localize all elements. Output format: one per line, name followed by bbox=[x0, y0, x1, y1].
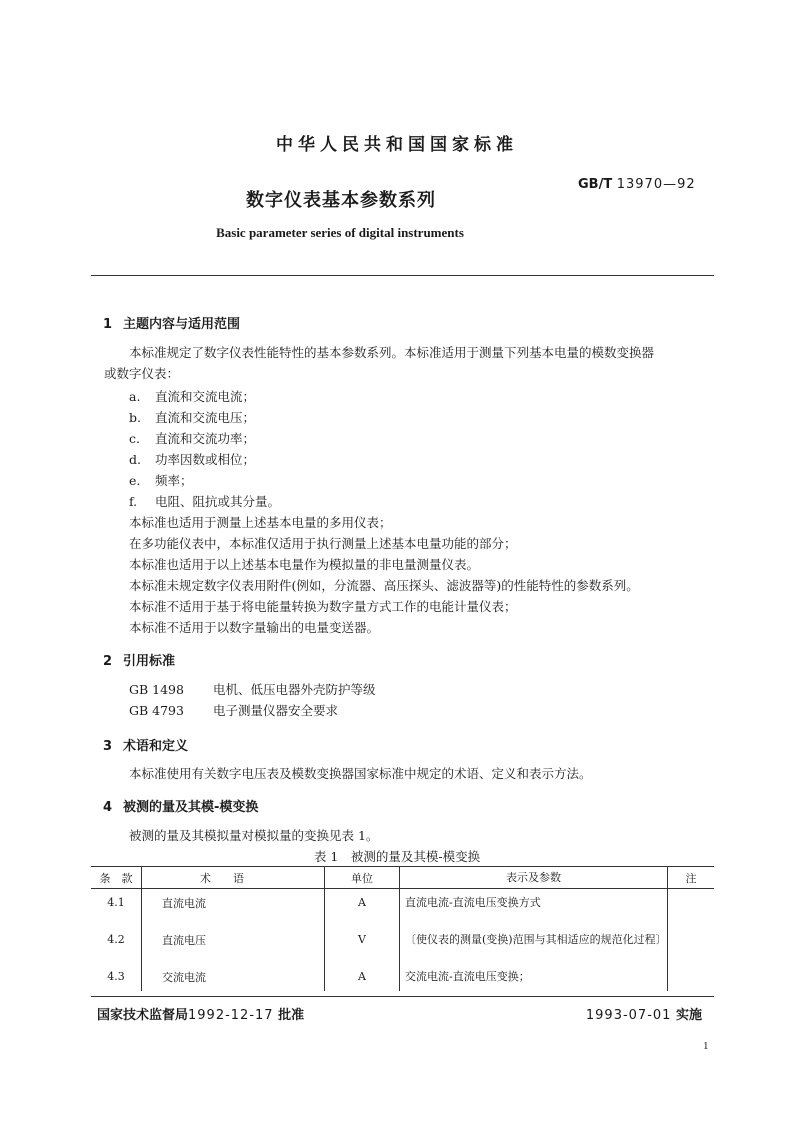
cell-param: 交流电流-直流电压变换； bbox=[400, 963, 668, 991]
section-3-number: 3 bbox=[103, 739, 113, 754]
list-item-letter: f. bbox=[129, 494, 138, 509]
document-title-en: Basic parameter series of digital instruments bbox=[216, 225, 464, 240]
section-1-paragraph: 本标准不适用于基于将电能量转换为数字量方式工作的电能计量仪表； bbox=[129, 599, 517, 614]
reference-code: GB 4793 bbox=[129, 703, 184, 718]
section-4-text: 被测的量及其模拟量对模拟量的变换见表 1。 bbox=[129, 828, 379, 843]
column-header-unit: 单位 bbox=[325, 867, 400, 889]
list-item-letter: a. bbox=[129, 389, 141, 404]
cell-term: 直流电流 bbox=[142, 889, 325, 917]
section-1-heading bbox=[103, 313, 240, 332]
reference-code: GB 1498 bbox=[129, 682, 184, 697]
cell-note bbox=[668, 889, 715, 991]
section-3-text: 本标准使用有关数字电压表及模数变换器国家标准中规定的术语、定义和表示方法。 bbox=[129, 766, 592, 781]
section-1-paragraph: 本标准不适用于以数字量输出的电量变送器。 bbox=[129, 620, 380, 635]
list-item-letter: b. bbox=[129, 410, 141, 425]
header-divider bbox=[91, 275, 714, 276]
cell-param: 直流电流-直流电压变换方式 bbox=[400, 889, 668, 917]
section-1-paragraph: 本标准未规定数字仪表用附件(例如，分流器、高压探头、滤波器等)的性能特性的参数系列。 bbox=[129, 578, 639, 593]
cell-clause: 4.1 bbox=[107, 896, 125, 910]
list-item-letter: e. bbox=[129, 473, 141, 488]
section-1-paragraph: 本标准也适用于测量上述基本电量的多用仪表； bbox=[129, 515, 392, 530]
list-item bbox=[129, 470, 193, 491]
section-3-title: 术语和定义 bbox=[123, 739, 189, 754]
list-item-text: 直流和交流功率； bbox=[155, 431, 256, 446]
section-4-title: 被测的量及其模-模变换 bbox=[123, 800, 259, 815]
implementation-label: 实施 bbox=[675, 1008, 702, 1023]
implementation-line bbox=[586, 1004, 702, 1023]
list-item-text: 电阻、阻抗或其分量。 bbox=[155, 494, 281, 509]
page-number: 1 bbox=[703, 1040, 709, 1052]
approval-date: 1992-12-17 bbox=[188, 1008, 274, 1023]
list-item-text: 直流和交流电压； bbox=[155, 410, 256, 425]
approval-label: 批准 bbox=[278, 1008, 305, 1023]
implementation-date: 1993-07-01 bbox=[585, 1008, 672, 1023]
cell-term: 交流电流 bbox=[142, 963, 325, 991]
table-caption: 表 1 被测的量及其模-模变换 bbox=[313, 849, 481, 864]
section-1-number: 1 bbox=[103, 317, 113, 332]
standard-code-prefix: GB/T bbox=[578, 177, 613, 192]
list-item bbox=[129, 491, 280, 512]
cell-term: 直流电压 bbox=[142, 917, 325, 963]
list-item bbox=[129, 407, 255, 428]
section-3-heading bbox=[103, 735, 188, 754]
approval-line bbox=[97, 1004, 304, 1023]
list-item-text: 频率； bbox=[155, 473, 193, 488]
reference-item bbox=[129, 700, 338, 721]
list-item bbox=[129, 428, 255, 449]
section-1-intro-line-1: 本标准规定了数字仪表性能特性的基本参数系列。本标准适用于测量下列基本电量的模数变换器 bbox=[129, 345, 655, 360]
section-1-title: 主题内容与适用范围 bbox=[123, 317, 241, 332]
column-header-note: 注 bbox=[668, 867, 715, 889]
document-title-zh: 数字仪表基本参数系列 bbox=[246, 190, 436, 211]
section-4-number: 4 bbox=[103, 800, 113, 815]
section-2-heading bbox=[103, 650, 175, 669]
section-1-intro-line-2: 或数字仪表： bbox=[104, 366, 180, 381]
cell-unit: A bbox=[325, 889, 400, 917]
reference-title: 电机、低压电器外壳防护等级 bbox=[213, 682, 376, 697]
list-item bbox=[129, 386, 255, 407]
table-row bbox=[91, 963, 714, 991]
approval-org: 国家技术监督局 bbox=[97, 1008, 189, 1023]
footer-divider bbox=[91, 996, 714, 997]
list-item-text: 直流和交流电流； bbox=[155, 389, 256, 404]
section-1-paragraph: 本标准也适用于以上述基本电量作为模拟量的非电量测量仪表。 bbox=[129, 557, 480, 572]
table-row bbox=[91, 917, 714, 963]
table-header-row bbox=[91, 867, 714, 889]
section-2-number: 2 bbox=[103, 654, 113, 669]
cell-clause: 4.2 bbox=[107, 933, 125, 946]
cell-unit: A bbox=[325, 963, 400, 991]
standard-code-number: 13970—92 bbox=[616, 177, 696, 192]
list-item-letter: d. bbox=[129, 452, 141, 467]
section-1-paragraph: 在多功能仪表中，本标准仅适用于执行测量上述基本电量功能的部分； bbox=[129, 536, 517, 551]
reference-item bbox=[129, 679, 376, 700]
standard-category-title: 中华人民共和国国家标准 bbox=[276, 135, 518, 155]
list-item-text: 功率因数或相位； bbox=[155, 452, 256, 467]
cell-unit: V bbox=[325, 917, 400, 963]
table-row bbox=[91, 889, 714, 917]
section-2-title: 引用标准 bbox=[123, 654, 176, 669]
list-item bbox=[129, 449, 255, 470]
column-header-term: 术语 bbox=[142, 867, 325, 889]
cell-param: 〔使仪表的测量(变换)范围与其相适应的规范化过程〕 bbox=[400, 917, 668, 963]
column-header-param: 表示及参数 bbox=[400, 867, 668, 889]
list-item-letter: c. bbox=[129, 431, 140, 446]
reference-title: 电子测量仪器安全要求 bbox=[213, 703, 339, 718]
table-1 bbox=[91, 866, 714, 991]
cell-clause: 4.3 bbox=[107, 970, 125, 983]
column-header-clause: 条 款 bbox=[91, 867, 142, 889]
section-4-heading bbox=[103, 796, 258, 815]
